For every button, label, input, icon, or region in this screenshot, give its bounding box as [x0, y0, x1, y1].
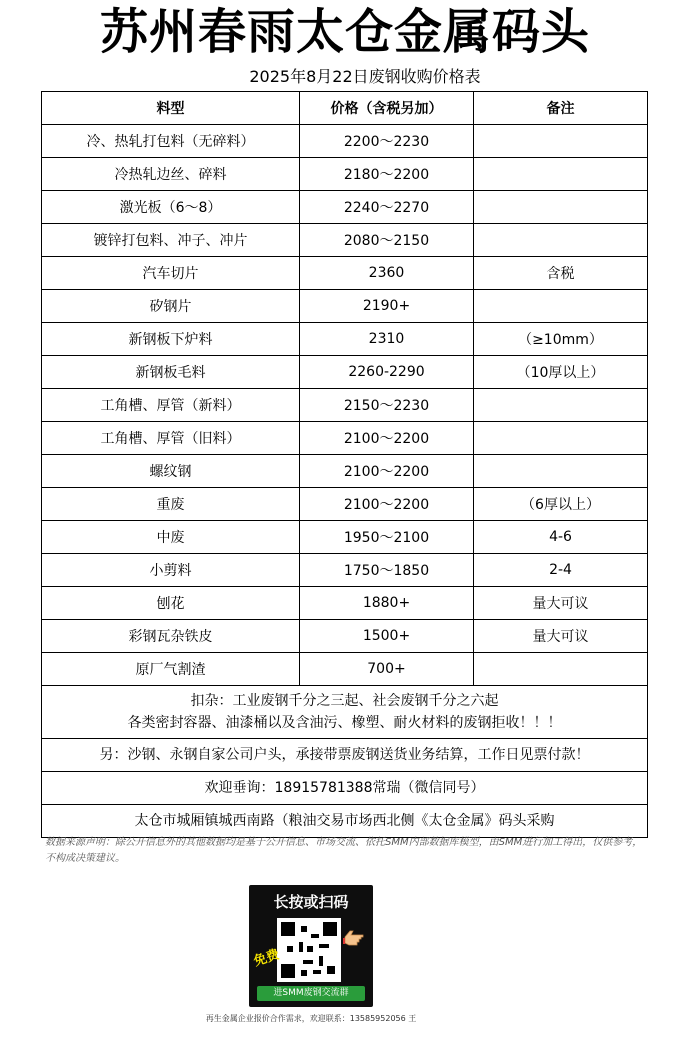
- cell-type: 冷热轧边丝、碎料: [42, 158, 300, 191]
- qr-title: 长按或扫码: [273, 893, 349, 911]
- table-header-row: [42, 92, 648, 125]
- cell-note: （≥10mm）: [474, 323, 648, 356]
- address-cell: 太仓市城厢镇城西南路（粮油交易市场西北侧《太仓金属》码头采购: [42, 805, 648, 838]
- cell-price: 2260-2290: [300, 356, 474, 389]
- cell-note: [474, 191, 648, 224]
- cell-price: 1950～2100: [300, 521, 474, 554]
- contact-cell: 欢迎垂询：18915781388常瑞（微信同号）: [42, 772, 648, 805]
- table-row: [42, 125, 648, 158]
- other-cell: 另：沙钢、永钢自家公司户头，承接带票废钢送货业务结算，工作日见票付款！: [42, 739, 648, 772]
- deduction-row: [42, 686, 648, 739]
- footer-contact: 再生金属企业报价合作需求，欢迎联系：13585952056 王: [205, 1014, 417, 1023]
- deduction-line-1: 扣杂：工业废钢千分之三起、社会废钢千分之六起: [190, 693, 499, 709]
- cell-note: [474, 389, 648, 422]
- cell-type: 矽钢片: [42, 290, 300, 323]
- other-row: [42, 739, 648, 772]
- qr-promo[interactable]: [249, 885, 373, 1007]
- cell-note: [474, 653, 648, 686]
- pointing-hand-icon: [343, 927, 365, 949]
- free-badge: 免费: [251, 947, 282, 970]
- cell-type: 刨花: [42, 587, 300, 620]
- table-row: [42, 488, 648, 521]
- cell-price: 2240～2270: [300, 191, 474, 224]
- table-row: [42, 587, 648, 620]
- cell-type: 螺纹钢: [42, 455, 300, 488]
- table-row: [42, 389, 648, 422]
- cell-price: 2200～2230: [300, 125, 474, 158]
- table-row: [42, 224, 648, 257]
- cell-price: 2180～2200: [300, 158, 474, 191]
- table-row: [42, 455, 648, 488]
- cell-type: 镀锌打包料、冲子、冲片: [42, 224, 300, 257]
- cell-price: 2190+: [300, 290, 474, 323]
- cell-note: 2-4: [474, 554, 648, 587]
- price-table: [41, 91, 648, 838]
- cell-price: 700+: [300, 653, 474, 686]
- header-note: 备注: [474, 92, 648, 125]
- cell-type: 新钢板毛料: [42, 356, 300, 389]
- cell-type: 工角槽、厚管（新料）: [42, 389, 300, 422]
- cell-price: 1750～1850: [300, 554, 474, 587]
- cell-price: 1500+: [300, 620, 474, 653]
- cell-price: 1880+: [300, 587, 474, 620]
- cell-price: 2310: [300, 323, 474, 356]
- cell-price: 2100～2200: [300, 422, 474, 455]
- cell-note: 量大可议: [474, 620, 648, 653]
- page-title: 苏州春雨太仓金属码头: [99, 4, 590, 60]
- table-row: [42, 521, 648, 554]
- header-price: 价格（含税另加）: [300, 92, 474, 125]
- table-row: [42, 158, 648, 191]
- table-row: [42, 653, 648, 686]
- cell-note: [474, 224, 648, 257]
- qr-join-bar[interactable]: 进SMM废钢交流群: [257, 986, 365, 1001]
- qr-code[interactable]: [277, 918, 341, 982]
- cell-type: 彩钢瓦杂铁皮: [42, 620, 300, 653]
- cell-note: 4-6: [474, 521, 648, 554]
- contact-row: [42, 772, 648, 805]
- address-row: [42, 805, 648, 838]
- cell-type: 冷、热轧打包料（无碎料）: [42, 125, 300, 158]
- table-row: [42, 191, 648, 224]
- table-row: [42, 290, 648, 323]
- cell-price: 2100～2200: [300, 488, 474, 521]
- table-row: [42, 257, 648, 290]
- table-row: [42, 620, 648, 653]
- page-subtitle: 2025年8月22日废钢收购价格表: [249, 67, 481, 86]
- cell-note: [474, 158, 648, 191]
- table-body: [42, 125, 648, 686]
- table-row: [42, 323, 648, 356]
- cell-note: 含税: [474, 257, 648, 290]
- cell-note: [474, 125, 648, 158]
- cell-type: 汽车切片: [42, 257, 300, 290]
- cell-note: [474, 290, 648, 323]
- cell-price: 2150～2230: [300, 389, 474, 422]
- deduction-line-2: 各类密封容器、油漆桶以及含油污、橡塑、耐火材料的废钢拒收！！！: [127, 715, 562, 731]
- data-disclaimer: 数据来源声明：除公开信息外的其他数据均是基于公开信息、市场交流、依托SMM内部数据库模型，由SMM进行加工得出，仅供参考，不构成决策建议。: [45, 837, 643, 864]
- cell-type: 新钢板下炉料: [42, 323, 300, 356]
- cell-note: 量大可议: [474, 587, 648, 620]
- cell-type: 小剪料: [42, 554, 300, 587]
- table-row: [42, 356, 648, 389]
- table-row: [42, 554, 648, 587]
- cell-type: 重废: [42, 488, 300, 521]
- cell-type: 原厂气割渣: [42, 653, 300, 686]
- cell-type: 激光板（6～8）: [42, 191, 300, 224]
- cell-note: （10厚以上）: [474, 356, 648, 389]
- cell-type: 工角槽、厚管（旧料）: [42, 422, 300, 455]
- table-row: [42, 422, 648, 455]
- header-type: 料型: [42, 92, 300, 125]
- cell-type: 中废: [42, 521, 300, 554]
- cell-price: 2100～2200: [300, 455, 474, 488]
- cell-note: [474, 455, 648, 488]
- cell-price: 2360: [300, 257, 474, 290]
- deduction-cell: [42, 686, 648, 739]
- cell-price: 2080～2150: [300, 224, 474, 257]
- cell-note: [474, 422, 648, 455]
- cell-note: （6厚以上）: [474, 488, 648, 521]
